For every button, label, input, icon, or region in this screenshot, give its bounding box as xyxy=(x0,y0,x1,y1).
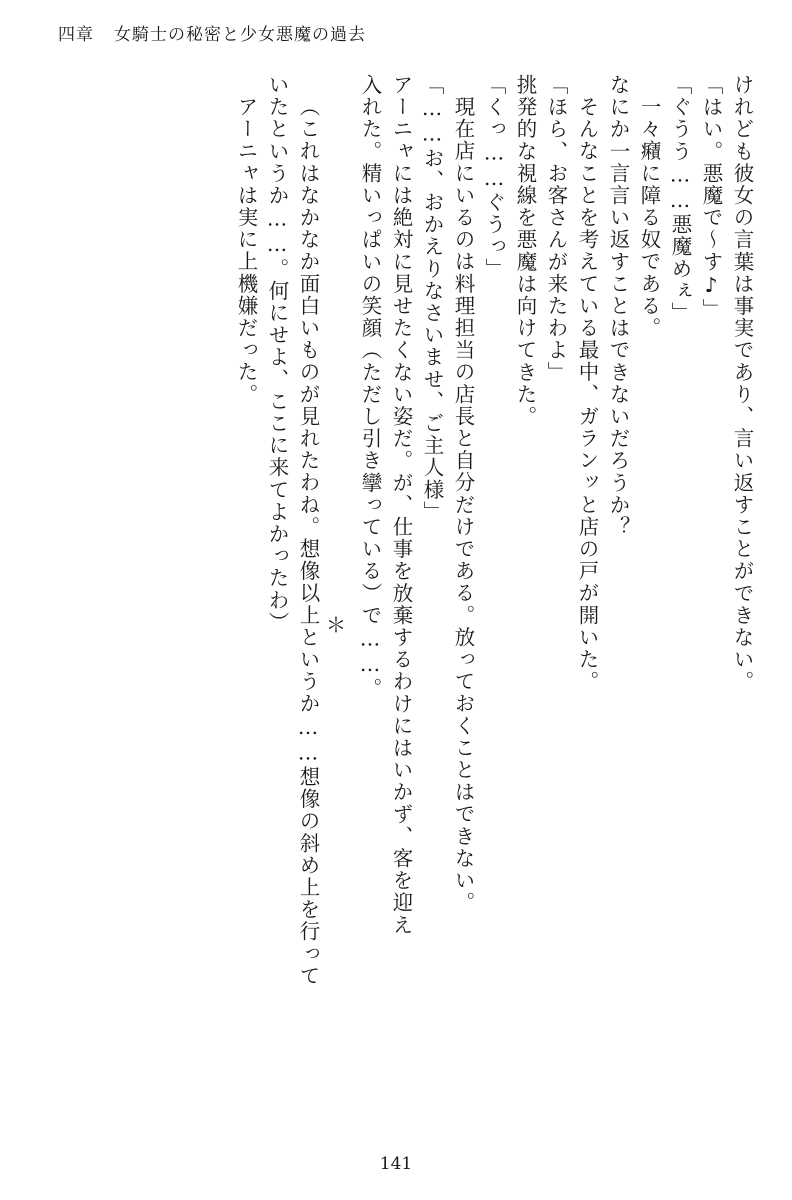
text-line: 「……お、おかえりなさいませ、ご主人様」 xyxy=(420,74,444,523)
text-line: （これはなかなか面白いものが見れたわね。想像以上というか……想像の斜め上を行って xyxy=(296,96,320,987)
text-line: 挑発的な視線を悪魔は向けてきた。 xyxy=(513,74,537,428)
page-number: 141 xyxy=(379,1154,413,1174)
text-line: 現在店にいるのは料理担当の店長と自分だけである。放っておくことはできない。 xyxy=(451,96,475,914)
text-line: 「ほら、お客さんが来たわよ」 xyxy=(544,74,568,384)
text-line: 一々癪に障る奴である。 xyxy=(637,96,661,340)
text-line: いたというか……。何にせよ、ここに来てよかったわ） xyxy=(265,74,289,634)
text-line: アーニャは実に上機嫌だった。 xyxy=(234,96,258,406)
text-line: なにか一言言い返すことはできないだろうか？ xyxy=(606,74,630,539)
vertical-text-body xyxy=(40,74,752,1124)
chapter-number: 四章 xyxy=(58,25,94,45)
text-line: けれども彼女の言葉は事実であり、言い返すことができない。 xyxy=(730,74,754,693)
text-line: アーニャには絶対に見せたくない姿だ。が、仕事を放棄するわけにはいかず、客を迎え xyxy=(389,74,413,936)
text-line: 「はい。悪魔で〜す♪」 xyxy=(699,74,723,321)
running-header xyxy=(58,20,366,45)
chapter-title: 女騎士の秘密と少女悪魔の過去 xyxy=(114,25,366,45)
text-line: 「くっ……ぐうっ」 xyxy=(482,74,506,280)
text-line: そんなことを考えている最中、ガランッと店の戸が開いた。 xyxy=(575,96,599,693)
scene-separator: ＊ xyxy=(322,614,346,635)
text-line: 入れた。精いっぱいの笑顔（ただし引き攣っている）で……。 xyxy=(358,74,382,700)
text-line: 「ぐうう……悪魔めぇ」 xyxy=(668,74,692,325)
